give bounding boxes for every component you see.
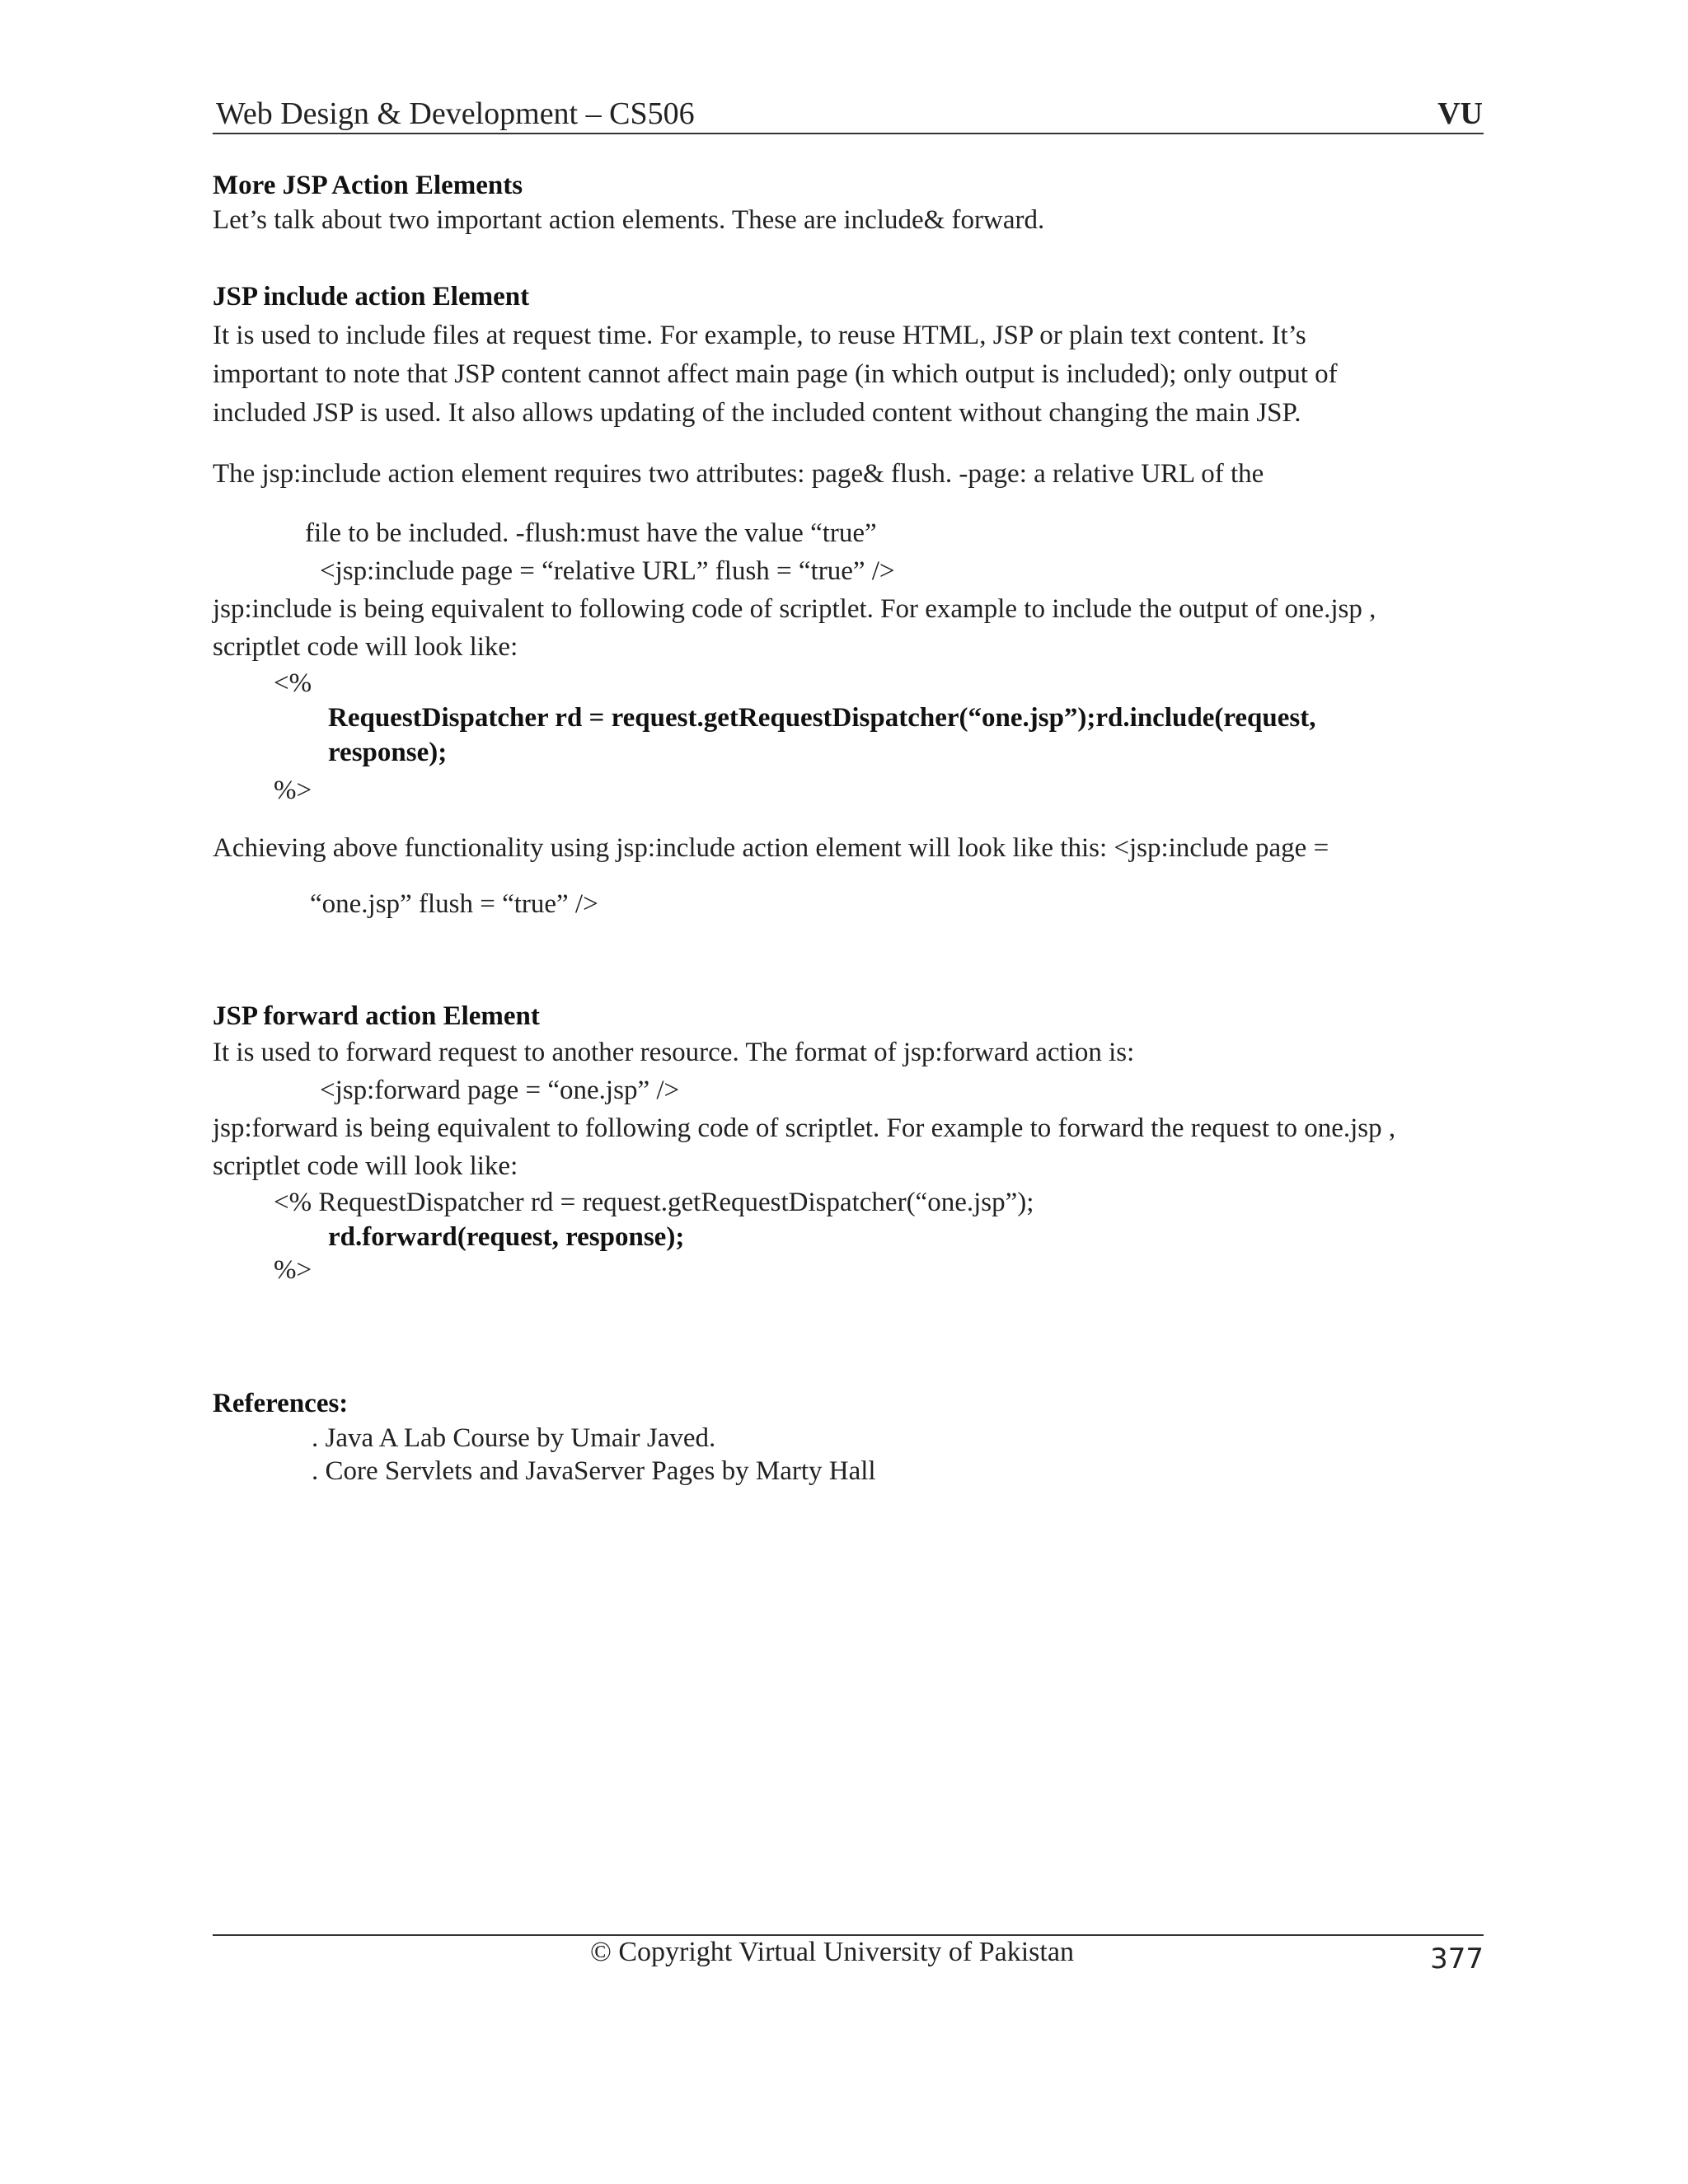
section-heading-forward: JSP forward action Element xyxy=(213,1001,540,1031)
forward-code-bold-line: rd.forward(request, response); xyxy=(328,1222,685,1252)
forward-code-line: <% RequestDispatcher rd = request.getRequestDispatcher(“one.jsp”); xyxy=(274,1188,1034,1217)
footer-divider xyxy=(213,1934,1484,1936)
include-achieving-line: Achieving above functionality using jsp:include action element will look like this: <jsp:include page = xyxy=(213,833,1329,863)
include-paragraph-line: important to note that JSP content cannot affect main page (in which output is included); only output of xyxy=(213,359,1338,389)
section-heading-more-actions: More JSP Action Elements xyxy=(213,171,523,200)
include-code-close-tag: %> xyxy=(274,776,312,805)
header-brand: VU xyxy=(1437,96,1483,131)
include-code-open-tag: <% xyxy=(274,668,312,698)
header-course-title: Web Design & Development – CS506 xyxy=(216,96,695,131)
include-syntax: <jsp:include page = “relative URL” flush = “true” /> xyxy=(320,556,895,586)
include-equivalent-line: jsp:include is being equivalent to following code of scriptlet. For example to include the output of one.jsp , xyxy=(213,594,1376,624)
include-code-line: response); xyxy=(328,738,448,767)
include-attributes-continued: file to be included. -flush:must have the value “true” xyxy=(305,518,877,548)
footer-copyright: © Copyright Virtual University of Pakistan xyxy=(590,1937,1074,1967)
forward-syntax: <jsp:forward page = “one.jsp” /> xyxy=(320,1076,680,1105)
include-achieving-continued: “one.jsp” flush = “true” /> xyxy=(310,889,598,919)
forward-equivalent-line: scriptlet code will look like: xyxy=(213,1151,518,1181)
include-equivalent-line: scriptlet code will look like: xyxy=(213,632,518,662)
include-paragraph-line: It is used to include files at request time. For example, to reuse HTML, JSP or plain text content. It’s xyxy=(213,321,1306,350)
forward-code-close-tag: %> xyxy=(274,1255,312,1285)
include-code-line: RequestDispatcher rd = request.getRequestDispatcher(“one.jsp”);rd.include(request, xyxy=(328,703,1316,733)
forward-intro: It is used to forward request to another resource. The format of jsp:forward action is: xyxy=(213,1038,1135,1067)
section-heading-include: JSP include action Element xyxy=(213,282,530,312)
include-paragraph-line: included JSP is used. It also allows updating of the included content without changing the main JSP. xyxy=(213,398,1301,428)
include-attributes-line: The jsp:include action element requires two attributes: page& flush. -page: a relative URL of the xyxy=(213,459,1264,489)
forward-equivalent-line: jsp:forward is being equivalent to following code of scriptlet. For example to forward the request to one.jsp , xyxy=(213,1113,1396,1143)
reference-item: . Java A Lab Course by Umair Javed. xyxy=(312,1423,716,1453)
page-number: 377 xyxy=(1430,1943,1484,1975)
section-intro-more-actions: Let’s talk about two important action elements. These are include& forward. xyxy=(213,205,1045,235)
header-divider xyxy=(213,133,1484,134)
reference-item: . Core Servlets and JavaServer Pages by Marty Hall xyxy=(312,1456,876,1486)
references-heading: References: xyxy=(213,1389,349,1418)
